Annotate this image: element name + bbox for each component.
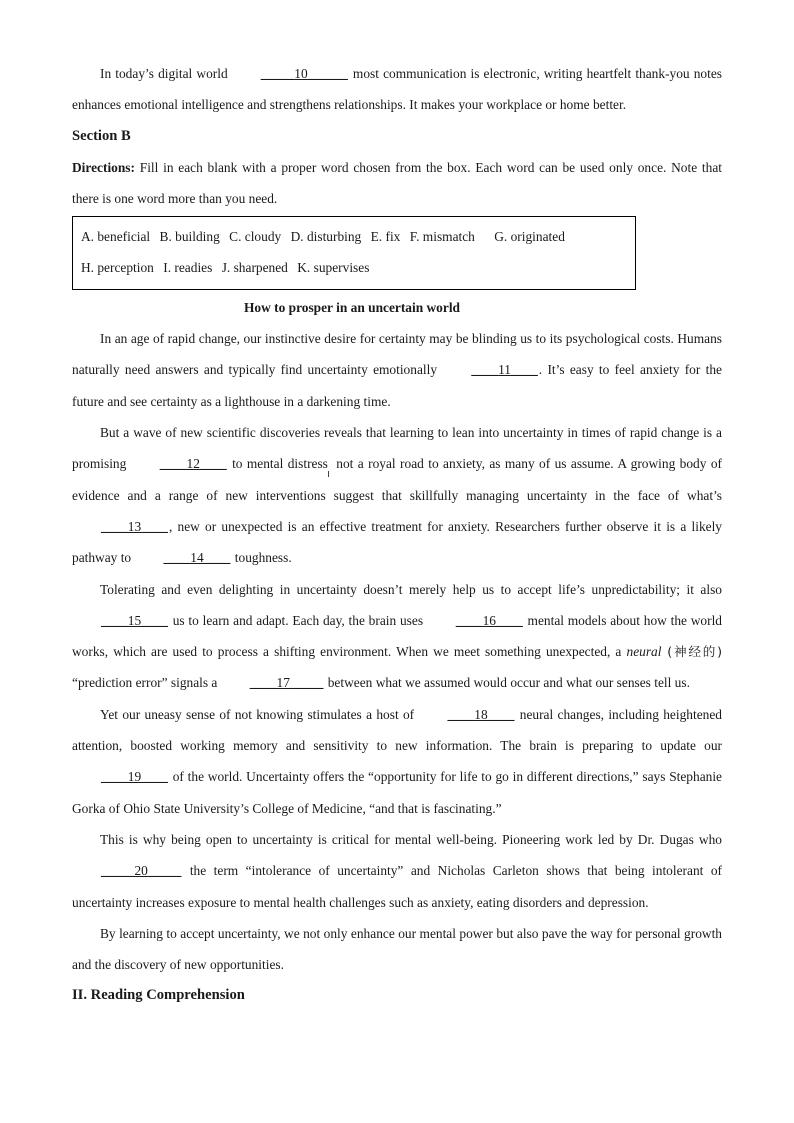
p4-text-c: of the world. Uncertainty offers the “opportunity for life to go in different directions,” says Stephanie Gorka of Ohio State University’s College of Medicine, “and that is fascinating.” [72,769,722,816]
passage-paragraph-3 [72,574,722,699]
section-b-heading: Section B [72,127,131,144]
p4-text-a: Yet our uneasy sense of not knowing stimulates a host of [100,706,419,722]
blank-19[interactable]: ____19____ [101,769,168,785]
option-i: I. readies [163,260,213,276]
word-box-row-1 [81,221,627,252]
directions [72,152,722,215]
blank-15[interactable]: ____15____ [101,612,168,628]
blank-15-number: 15 [127,612,142,628]
passage-paragraph-5 [72,824,722,918]
p2-text-e: toughness. [231,550,292,566]
blank-20[interactable]: _____20_____ [101,863,182,879]
blank-18[interactable]: ____18____ [447,706,515,722]
intro-text-before: In today’s digital world [100,66,232,81]
word-box-row-2 [81,252,627,283]
p5-text-b: the term “intolerance of uncertainty” and Nicholas Carleton shows that being intolerant of uncertainty increases exposure to mental health challenges such as anxiety, eating disorders and depression. [72,863,722,910]
p2-text-c: not a royal road to anxiety, as many of us assume. A growing body of evidence and a range of new interventions suggest that skillfully managing uncertainty in the face of what’s [72,456,723,503]
option-c: C. cloudy [229,229,282,245]
option-b: B. building [159,229,220,245]
passage-title: How to prosper in an uncertain world [243,300,460,316]
p3-text-c: mental models about how the world works, which are used to process a shifting environment. When we meet something unexpected, a [72,612,722,660]
option-f: F. mismatch [409,229,475,245]
p3-text-a: Tolerating and even delighting in uncertainty doesn’t merely help us to accept life’s unpredictability; it also [100,581,722,597]
blank-13[interactable]: ____13____ [101,518,168,534]
option-k: K. supervises [297,260,370,276]
directions-text: Fill in each blank with a proper word chosen from the box. Each word can be used only once. Note that there is one word more than you need. [72,159,722,206]
p3-text-b: us to learn and adapt. Each day, the brain uses [168,612,427,628]
option-h: H. perception [81,260,154,276]
p3-text-d: “prediction error” signals a [72,675,221,691]
directions-label: Directions: [72,159,135,175]
intro-text-after: most communication is electronic, writing heartfelt thank-you notes enhances emotional intelligence and strengthens relationships. It makes your workplace or home better. [72,66,722,113]
blank-17[interactable]: ____17_____ [249,675,324,691]
blank-11-number: 11 [498,362,512,378]
p2-text-b: to mental distress [227,456,328,472]
chinese-gloss: (神经的) [661,644,722,660]
passage-paragraph-4 [72,699,722,824]
blank-17-number: 17 [276,675,290,691]
passage-paragraph-6: By learning to accept uncertainty, we not only enhance our mental power but also pave the way for personal growth and the discovery of new opportunities. [72,925,722,973]
option-d: D. disturbing [290,229,362,245]
blank-14-number: 14 [190,550,204,566]
passage-paragraph-1 [72,323,722,417]
option-g: G. originated [494,229,565,245]
intro-paragraph [72,58,722,121]
p2-text-d: , new or unexpected is an effective treatment for anxiety. Researchers further observe it is a likely pathway to [72,518,722,566]
p1-text-a: In an age of rapid change, our instinctive desire for certainty may be blinding us to its psychological costs. Humans naturally need answers and typically find uncertainty emotionally [72,331,722,378]
blank-12-number: 12 [186,456,200,472]
blank-12[interactable]: ____12____ [159,456,227,472]
blank-20-number: 20 [134,863,148,879]
p4-text-b: neural changes, including heightened attention, boosted working memory and sensitivity to new information. The brain is preparing to update our [72,706,722,754]
p3-text-e: between what we assumed would occur and what our senses tell us. [324,675,690,691]
blank-13-number: 13 [127,518,142,534]
blank-16-number: 16 [482,612,496,628]
p1-text-b: . It’s easy to feel anxiety for the future and see certainty as a lighthouse in a darkening time. [72,362,722,409]
blank-11[interactable]: ____11____ [471,362,538,378]
option-a: A. beneficial [81,229,151,245]
blank-14[interactable]: ____14____ [163,550,231,566]
section-ii-heading: II. Reading Comprehension [72,987,245,1004]
blank-10[interactable]: _____10______ [260,66,348,81]
p5-text-a: This is why being open to uncertainty is critical for mental well-being. Pioneering work led by Dr. Dugas who [100,831,722,847]
blank-16[interactable]: ____16____ [455,612,523,628]
stray-mark [328,471,329,477]
blank-19-number: 19 [127,769,142,785]
option-e: E. fix [370,229,401,245]
passage-paragraph-2 [72,417,722,573]
worksheet-page [72,58,722,1011]
blank-18-number: 18 [474,706,488,722]
option-j: J. sharpened [221,260,288,276]
neural-italic: neural [626,644,662,660]
word-box [72,216,636,290]
blank-10-number: 10 [294,66,308,81]
p2-text-a: But a wave of new scientific discoveries reveals that learning to lean into uncertainty in times of rapid change is a promising [72,425,722,472]
